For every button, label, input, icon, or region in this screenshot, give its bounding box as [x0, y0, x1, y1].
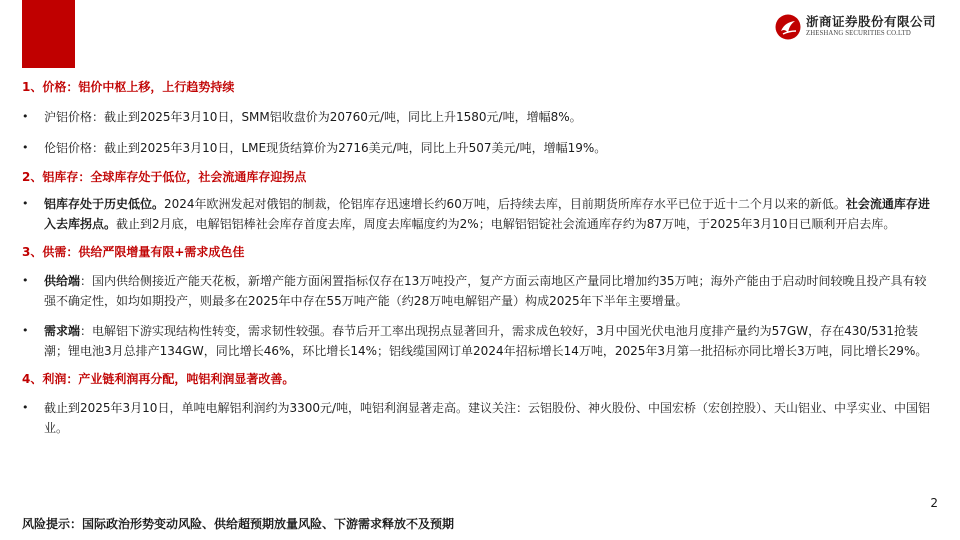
- bullet-demand-side: [22, 321, 937, 361]
- bullet-dot: •: [22, 324, 29, 337]
- bullet-text: 沪铝价格：截止到2025年3月10日，SMM铝收盘价为20760元/吨，同比上升1580元/吨，增幅8%。: [44, 110, 582, 124]
- bullet-lead: 供给端: [44, 274, 81, 288]
- bullet-text: 伦铝价格：截止到2025年3月10日，LME现货结算价为2716美元/吨，同比上升507美元/吨，增幅19%。: [44, 141, 607, 155]
- bullet-dot: •: [22, 110, 29, 123]
- bullet-supply-side: [22, 271, 937, 311]
- bullet-dot: •: [22, 197, 29, 210]
- bullet-lead-2: 社会流通库存进入去库拐点。: [44, 197, 930, 231]
- bullet-text-2: 截止到2月底，电解铝铝棒社会库存首度去库，周度去库幅度约为2%；电解铝铝锭社会流通库存约为87万吨，于2025年3月10日已顺利开启去库。: [116, 217, 896, 231]
- bullet-lead: 需求端: [44, 324, 81, 338]
- bullet-text: 截止到2025年3月10日，单吨电解铝利润约为3300元/吨，吨铝利润显著走高。建议关注：云铝股份、神火股份、中国宏桥（宏创控股）、天山铝业、中孚实业、中国铝业。: [44, 401, 931, 435]
- logo-mark-icon: [775, 14, 801, 40]
- bullet-lead: 铝库存处于历史低位。: [44, 197, 165, 211]
- page-number: 2: [930, 496, 938, 510]
- section-heading-supply-demand: 3、供需：供给严限增量有限+需求成色佳: [22, 245, 245, 259]
- bullet-inventory: [22, 194, 937, 234]
- bullet-text: 2024年欧洲发起对俄铝的制裁，伦铝库存迅速增长约60万吨，后持续去库，目前期货所库存水平已位于近十二个月以来的新低。: [164, 197, 846, 211]
- bullet-dot: •: [22, 401, 29, 414]
- section-heading-price: 1、价格：铝价中枢上移，上行趋势持续: [22, 80, 235, 94]
- bullet-text: ：国内供给侧接近产能天花板，新增产能方面闲置指标仅存在13万吨投产，复产方面云南地区产量同比增加约35万吨；海外产能由于启动时间较晚且投产具有较强不确定性，如均如期投产，则最多在2025年中存在55万吨产能（约28万吨电解铝产量）构成2025年下半年主要增量。: [44, 274, 927, 308]
- section-heading-profit: 4、利润：产业链利润再分配，吨铝利润显著改善。: [22, 372, 295, 386]
- corner-accent-block: [22, 0, 75, 68]
- bullet-dot: •: [22, 141, 29, 154]
- logo-chinese-name: 浙商证券股份有限公司: [805, 14, 936, 30]
- bullet-sh-aluminum-price: [22, 107, 937, 127]
- bullet-dot: •: [22, 274, 29, 287]
- main-content: [22, 79, 937, 438]
- bullet-text: ：电解铝下游实现结构性转变，需求韧性较强。春节后开工率出现拐点显著回升，需求成色较好，3月中国光伏电池月度排产量约为57GW，存在430/531抢装潮；锂电池3月总排产134GW，同比增长46%，环比增长14%；铝线缆国网订单2024年招标增长14万吨，2025年3月第一批招标亦同比增长3万吨，同比增长29%。: [44, 324, 928, 358]
- section-heading-inventory: 2、铝库存：全球库存处于低位，社会流通库存迎拐点: [22, 170, 307, 184]
- bullet-profit: [22, 398, 937, 438]
- company-logo: [775, 14, 936, 40]
- bullet-lme-aluminum-price: [22, 138, 937, 158]
- risk-warning: 风险提示：国际政治形势变动风险、供给超预期放量风险、下游需求释放不及预期: [22, 517, 455, 531]
- logo-english-name: ZHESHANG SECURITIES CO.LTD: [805, 29, 911, 37]
